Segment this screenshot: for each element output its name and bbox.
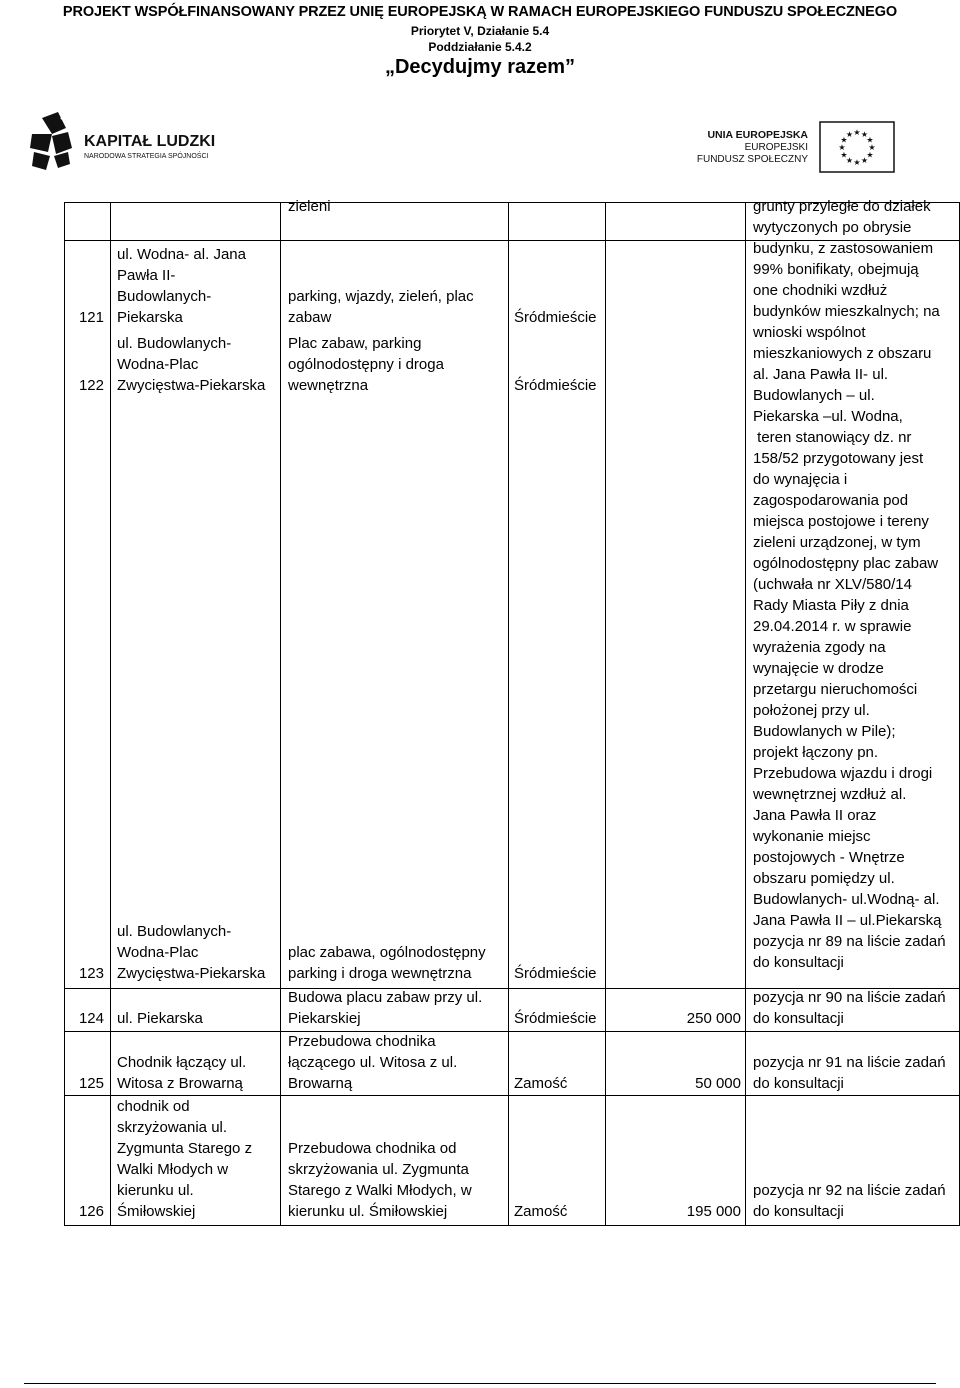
- col-line-number: [110, 202, 111, 1225]
- kapital-ludzki-logo: [28, 112, 228, 172]
- footer-rule: [24, 1383, 936, 1384]
- eu-social-fund-logo: [696, 120, 898, 176]
- row-124-district: Śródmieście: [514, 1010, 597, 1027]
- ue-logo-line1: UNIA EUROPEJSKA: [707, 129, 808, 141]
- eu-star-icon: ★: [853, 158, 861, 167]
- row-126-scope: Przebudowa chodnika od skrzyżowania ul. Zygmunta Starego z Walki Młodych, w kierunku ul. Śmiłowskiej: [288, 1140, 472, 1220]
- col-line-scope: [508, 202, 509, 1225]
- row-125-notes: pozycja nr 91 na liście zadań do konsultacji: [753, 1054, 946, 1092]
- row-122-district: Śródmieście: [514, 377, 597, 394]
- row-125-street: Chodnik łączący ul. Witosa z Browarną: [117, 1054, 247, 1092]
- row-123-district: Śródmieście: [514, 965, 597, 982]
- row-121-number: 121: [78, 309, 104, 326]
- row-122-number: 122: [78, 377, 104, 394]
- eu-star-icon: ★: [866, 150, 874, 160]
- row-123-notes: grunty przyległe do działek wytyczonych po obrysie budynku, z zastosowaniem 99% bonifikaty, obejmują one chodniki wzdłuż budynków mieszkalnych; na wnioski wspólnot mieszkaniowych z obszaru al. Jana Pawła II- ul. Budowlanych – ul. Piekarska –ul. Wodna, teren stanowiący dz. nr 158/52 przygotowany jest do wynajęcia i zagospodarowania pod miejsca postojowe i tereny zieleni urządzonej, w tym ogólnodostępny plac zabaw (uchwała nr XLV/580/14 Rady Miasta Piły z dnia 29.04.2014 r. w sprawie wyrażenia zgody na wynajęcie w drodze przetargu nieruchomości położonej przy ul. Budowlanych w Pile); projekt łączony pn. Przebudowa wjazdu i drogi wewnętrznej wzdłuż al. Jana Pawła II oraz wykonanie miejsc postojowych - Wnętrze obszaru pomiędzy ul. Budowlanych- ul.Wodną- al. Jana Pawła II – ul.Piekarską pozycja nr 89 na liście zadań do konsultacji: [753, 198, 946, 971]
- row-126-notes: pozycja nr 92 na liście zadań do konsultacji: [753, 1182, 946, 1220]
- scope-fragment-top: zieleni: [288, 198, 331, 215]
- row-124-scope: Budowa placu zabaw przy ul. Piekarskiej: [288, 989, 483, 1027]
- ue-logo-line2: EUROPEJSKI: [744, 142, 808, 153]
- col-line-left: [64, 202, 65, 1225]
- row-122-scope: Plac zabaw, parking ogólnodostępny i droga wewnętrzna: [288, 335, 444, 394]
- eu-star-icon: ★: [838, 143, 846, 152]
- row-125-number: 125: [78, 1075, 104, 1092]
- col-line-street: [280, 202, 281, 1225]
- eu-stars-icon: [838, 128, 875, 167]
- eu-star-icon: ★: [860, 156, 869, 165]
- row-divider-124: [64, 1031, 960, 1032]
- eu-star-icon: ★: [868, 143, 876, 152]
- kapital-ludzki-subtitle: NARODOWA STRATEGIA SPÓJNOŚCI: [84, 153, 209, 160]
- row-126-street: chodnik od skrzyżowania ul. Zygmunta Starego z Walki Młodych w kierunku ul. Śmiłowskiej: [117, 1098, 253, 1220]
- row-124-notes: pozycja nr 90 na liście zadań do konsultacji: [753, 989, 946, 1027]
- row-124-street: ul. Piekarska: [117, 1010, 203, 1027]
- row-123-street: ul. Budowlanych- Wodna-Plac Zwycięstwa-Piekarska: [117, 923, 266, 982]
- row-126-number: 126: [78, 1203, 104, 1220]
- header-subaction-line: Poddziałanie 5.4.2: [428, 40, 532, 54]
- row-125-district: Zamość: [514, 1075, 568, 1092]
- eu-star-icon: ★: [866, 135, 874, 145]
- table-bottom-border: [64, 1225, 960, 1226]
- kapital-ludzki-title: KAPITAŁ LUDZKI: [84, 133, 216, 150]
- eu-star-icon: ★: [840, 150, 848, 160]
- header-project-line: PROJEKT WSPÓŁFINANSOWANY PRZEZ UNIĘ EUROPEJSKĄ W RAMACH EUROPEJSKIEGO FUNDUSZU SPOŁECZNEGO: [62, 4, 898, 20]
- row-124-cost: 250 000: [686, 1010, 741, 1027]
- row-125-cost: 50 000: [695, 1075, 741, 1092]
- eu-star-icon: ★: [840, 135, 848, 145]
- header-priority-line: Priorytet V, Działanie 5.4: [410, 24, 550, 38]
- row-121-street: ul. Wodna- al. Jana Pawła II- Budowlanych- Piekarska: [117, 246, 246, 326]
- row-123-scope: plac zabawa, ogólnodostępny parking i droga wewnętrzna: [288, 944, 486, 982]
- eu-star-icon: ★: [845, 156, 854, 165]
- ue-logo-line3: FUNDUSZ SPOŁECZNY: [696, 154, 808, 165]
- row-121-scope: parking, wjazdy, zieleń, plac zabaw: [288, 288, 474, 326]
- row-124-number: 124: [78, 1010, 104, 1027]
- eu-star-icon: ★: [853, 128, 861, 137]
- eu-star-icon: ★: [860, 130, 869, 139]
- row-126-district: Zamość: [514, 1203, 568, 1220]
- row-121-district: Śródmieście: [514, 309, 597, 326]
- col-line-district: [605, 202, 606, 1225]
- row-126-cost: 195 000: [686, 1203, 741, 1220]
- header-slogan: „Decydujmy razem”: [384, 56, 576, 78]
- eu-star-icon: ★: [845, 130, 854, 139]
- row-123-number: 123: [78, 965, 104, 982]
- kapital-ludzki-emblem: [30, 112, 72, 170]
- col-line-cost: [745, 202, 746, 1225]
- row-125-scope: Przebudowa chodnika łączącego ul. Witosa z ul. Browarną: [288, 1033, 458, 1092]
- row-122-street: ul. Budowlanych- Wodna-Plac Zwycięstwa-Piekarska: [117, 335, 266, 394]
